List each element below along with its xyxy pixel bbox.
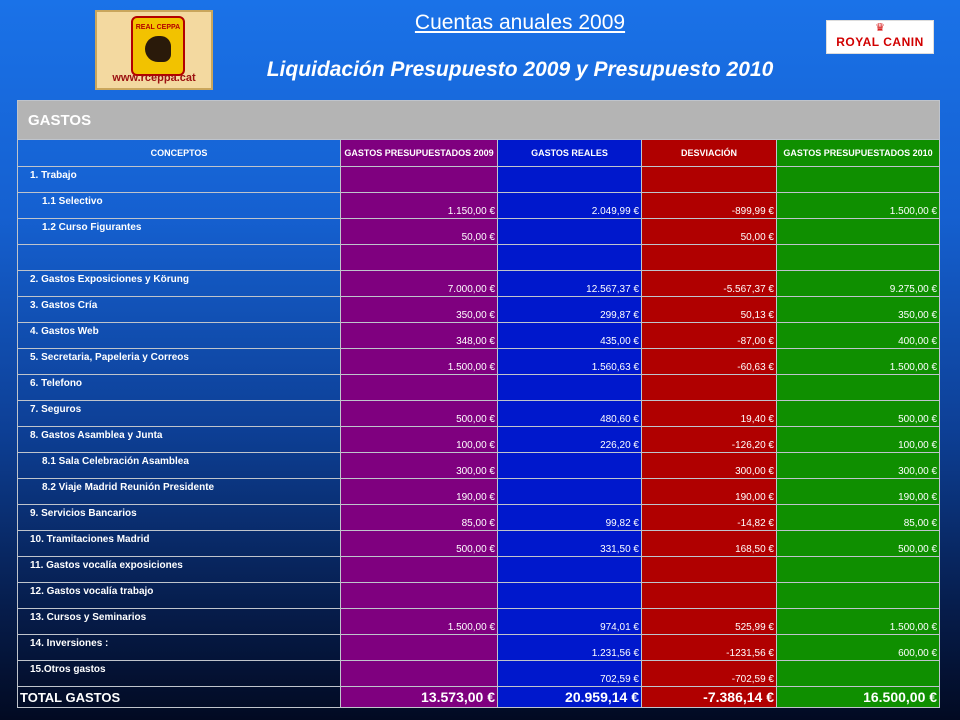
real-cell <box>498 583 642 609</box>
budget-cell <box>341 557 498 583</box>
table-row <box>18 401 940 427</box>
budget-cell: 350,00 € <box>341 297 498 323</box>
real-cell: 99,82 € <box>498 505 642 531</box>
budget-cell <box>341 583 498 609</box>
budget-cell: 7.000,00 € <box>341 271 498 297</box>
total-row <box>18 687 940 708</box>
real-cell <box>498 245 642 271</box>
real-cell: 702,59 € <box>498 661 642 687</box>
concept-cell: 1.2 Curso Figurantes <box>18 219 341 245</box>
concept-cell: 13. Cursos y Seminarios <box>18 609 341 635</box>
concept-cell: 3. Gastos Cría <box>18 297 341 323</box>
real-cell: 480,60 € <box>498 401 642 427</box>
next-cell: 500,00 € <box>777 401 940 427</box>
next-cell <box>777 557 940 583</box>
royal-canin-logo <box>826 20 934 54</box>
deviation-cell: 190,00 € <box>642 479 777 505</box>
section-header-row <box>18 101 940 140</box>
concept-cell: 7. Seguros <box>18 401 341 427</box>
col-header-budget-2009: GASTOS PRESUPUESTADOS 2009 <box>341 140 498 167</box>
concept-cell: 6. Telefono <box>18 375 341 401</box>
table-row <box>18 557 940 583</box>
next-cell: 400,00 € <box>777 323 940 349</box>
budget-cell: 300,00 € <box>341 453 498 479</box>
total-real-cell: 20.959,14 € <box>498 687 642 708</box>
deviation-cell <box>642 375 777 401</box>
deviation-cell: -126,20 € <box>642 427 777 453</box>
budget-cell: 500,00 € <box>341 401 498 427</box>
table-row <box>18 583 940 609</box>
budget-cell <box>341 245 498 271</box>
next-cell: 600,00 € <box>777 635 940 661</box>
deviation-cell <box>642 583 777 609</box>
column-header-row <box>18 140 940 167</box>
next-cell: 9.275,00 € <box>777 271 940 297</box>
deviation-cell: 168,50 € <box>642 531 777 557</box>
table-row <box>18 609 940 635</box>
real-cell <box>498 167 642 193</box>
table-row <box>18 193 940 219</box>
table-row <box>18 453 940 479</box>
table-row <box>18 375 940 401</box>
deviation-cell: -60,63 € <box>642 349 777 375</box>
concept-cell: 2. Gastos Exposiciones y Körung <box>18 271 341 297</box>
next-cell: 350,00 € <box>777 297 940 323</box>
badge-text: REAL CEPPA <box>135 24 181 31</box>
budget-cell: 500,00 € <box>341 531 498 557</box>
budget-cell <box>341 375 498 401</box>
budget-cell: 190,00 € <box>341 479 498 505</box>
concept-cell: 10. Tramitaciones Madrid <box>18 531 341 557</box>
deviation-cell: 50,00 € <box>642 219 777 245</box>
col-header-budget-2010: GASTOS PRESUPUESTADOS 2010 <box>777 140 940 167</box>
next-cell <box>777 375 940 401</box>
budget-cell <box>341 167 498 193</box>
concept-cell: 11. Gastos vocalía exposiciones <box>18 557 341 583</box>
next-cell: 190,00 € <box>777 479 940 505</box>
deviation-cell: 19,40 € <box>642 401 777 427</box>
next-cell <box>777 245 940 271</box>
table-row <box>18 323 940 349</box>
concept-cell: 1. Trabajo <box>18 167 341 193</box>
real-cell <box>498 557 642 583</box>
deviation-cell: -14,82 € <box>642 505 777 531</box>
budget-cell: 50,00 € <box>341 219 498 245</box>
concept-cell: 8. Gastos Asamblea y Junta <box>18 427 341 453</box>
budget-cell: 348,00 € <box>341 323 498 349</box>
logo-url: www.rceppa.cat <box>112 72 196 84</box>
col-header-concepts: CONCEPTOS <box>18 140 341 167</box>
concept-cell <box>18 245 341 271</box>
table-row <box>18 661 940 687</box>
deviation-cell: -5.567,37 € <box>642 271 777 297</box>
table-row <box>18 427 940 453</box>
budget-cell: 1.150,00 € <box>341 193 498 219</box>
concept-cell: 4. Gastos Web <box>18 323 341 349</box>
deviation-cell <box>642 167 777 193</box>
deviation-cell: -87,00 € <box>642 323 777 349</box>
crown-icon: ♛ <box>875 22 885 34</box>
deviation-cell <box>642 245 777 271</box>
concept-cell: 8.1 Sala Celebración Asamblea <box>18 453 341 479</box>
concept-cell: 1.1 Selectivo <box>18 193 341 219</box>
next-cell: 1.500,00 € <box>777 193 940 219</box>
table-row <box>18 219 940 245</box>
deviation-cell: 50,13 € <box>642 297 777 323</box>
total-deviation-cell: -7.386,14 € <box>642 687 777 708</box>
concept-cell: 9. Servicios Bancarios <box>18 505 341 531</box>
next-cell: 300,00 € <box>777 453 940 479</box>
table-row <box>18 245 940 271</box>
concept-cell: 12. Gastos vocalía trabajo <box>18 583 341 609</box>
table-row <box>18 167 940 193</box>
real-cell: 12.567,37 € <box>498 271 642 297</box>
table-row <box>18 479 940 505</box>
dog-head-icon <box>145 36 171 62</box>
expenses-table <box>17 100 940 708</box>
next-cell <box>777 167 940 193</box>
total-budget-cell: 13.573,00 € <box>341 687 498 708</box>
rceppa-logo <box>95 10 213 90</box>
real-cell: 1.231,56 € <box>498 635 642 661</box>
page-title: Cuentas anuales 2009 <box>414 11 626 34</box>
club-badge-icon <box>131 16 185 76</box>
real-cell: 2.049,99 € <box>498 193 642 219</box>
next-cell: 500,00 € <box>777 531 940 557</box>
table-row <box>18 297 940 323</box>
table-row <box>18 635 940 661</box>
next-cell: 1.500,00 € <box>777 349 940 375</box>
brand-name: ROYAL CANIN <box>836 35 924 49</box>
budget-cell <box>341 635 498 661</box>
budget-cell: 85,00 € <box>341 505 498 531</box>
budget-cell <box>341 661 498 687</box>
total-label: TOTAL GASTOS <box>18 687 341 708</box>
table-row <box>18 531 940 557</box>
concept-cell: 5. Secretaria, Papeleria y Correos <box>18 349 341 375</box>
real-cell: 226,20 € <box>498 427 642 453</box>
deviation-cell: -899,99 € <box>642 193 777 219</box>
real-cell: 331,50 € <box>498 531 642 557</box>
concept-cell: 8.2 Viaje Madrid Reunión Presidente <box>18 479 341 505</box>
deviation-cell: -702,59 € <box>642 661 777 687</box>
concept-cell: 14. Inversiones : <box>18 635 341 661</box>
real-cell <box>498 479 642 505</box>
deviation-cell <box>642 557 777 583</box>
deviation-cell: -1231,56 € <box>642 635 777 661</box>
next-cell <box>777 219 940 245</box>
real-cell: 299,87 € <box>498 297 642 323</box>
next-cell: 100,00 € <box>777 427 940 453</box>
deviation-cell: 300,00 € <box>642 453 777 479</box>
table-row <box>18 505 940 531</box>
budget-cell: 100,00 € <box>341 427 498 453</box>
col-header-deviation: DESVIACIÓN <box>642 140 777 167</box>
next-cell <box>777 661 940 687</box>
concept-cell: 15.Otros gastos <box>18 661 341 687</box>
next-cell: 85,00 € <box>777 505 940 531</box>
next-cell <box>777 583 940 609</box>
next-cell: 1.500,00 € <box>777 609 940 635</box>
real-cell: 435,00 € <box>498 323 642 349</box>
page-subtitle: Liquidación Presupuesto 2009 y Presupuesto 2010 <box>266 58 774 81</box>
budget-cell: 1.500,00 € <box>341 609 498 635</box>
table-row <box>18 349 940 375</box>
col-header-real: GASTOS REALES <box>498 140 642 167</box>
deviation-cell: 525,99 € <box>642 609 777 635</box>
real-cell <box>498 219 642 245</box>
table-row <box>18 271 940 297</box>
real-cell <box>498 375 642 401</box>
budget-cell: 1.500,00 € <box>341 349 498 375</box>
real-cell <box>498 453 642 479</box>
real-cell: 1.560,63 € <box>498 349 642 375</box>
total-next-cell: 16.500,00 € <box>777 687 940 708</box>
real-cell: 974,01 € <box>498 609 642 635</box>
section-title: GASTOS <box>18 101 940 140</box>
